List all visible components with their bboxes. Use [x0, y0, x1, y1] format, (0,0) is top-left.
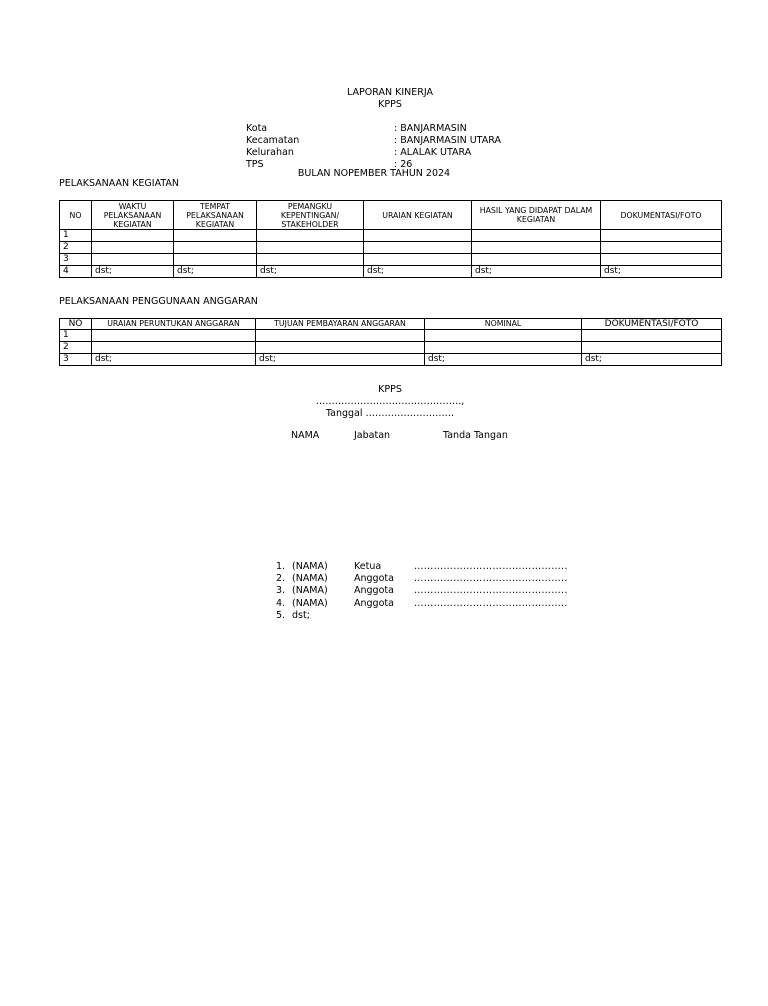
- table-cell[interactable]: [472, 242, 601, 254]
- table-row: [60, 342, 722, 354]
- member-name: (NAMA): [292, 585, 328, 597]
- table-cell[interactable]: [92, 342, 256, 354]
- member-number: 2.: [276, 573, 286, 585]
- info-value: : BANJARMASIN: [394, 123, 467, 134]
- member-role: Anggota: [354, 597, 394, 609]
- info-value: : BANJARMASIN UTARA: [394, 135, 501, 146]
- table-row: [60, 242, 722, 254]
- col-header-uraian-peruntukan: URAIAN PERUNTUKAN ANGGARAN: [92, 319, 256, 330]
- member-name: (NAMA): [292, 561, 328, 572]
- table-cell[interactable]: [582, 342, 722, 354]
- signature-col-sign: Tanda Tangan: [443, 430, 508, 441]
- info-value: : ALALAK UTARA: [394, 147, 472, 158]
- table-cell[interactable]: [256, 330, 425, 342]
- table-cell[interactable]: dst;: [92, 354, 256, 366]
- table-cell[interactable]: [174, 242, 257, 254]
- table-cell[interactable]: [601, 230, 722, 242]
- member-name: dst;: [292, 609, 310, 621]
- table-cell[interactable]: dst;: [257, 266, 364, 278]
- cell-no[interactable]: 2: [60, 342, 92, 354]
- info-key: Kelurahan: [246, 147, 294, 158]
- member-role: Ketua: [354, 561, 382, 572]
- col-header-no: NO: [60, 201, 92, 230]
- cell-no[interactable]: 2: [60, 242, 92, 254]
- member-number: 1.: [276, 561, 286, 572]
- section-heading-anggaran: PELAKSANAAN PENGGUNAAN ANGGARAN: [59, 296, 258, 307]
- col-header-dokumentasi: DOKUMENTASI/FOTO: [582, 319, 722, 330]
- col-header-tempat: TEMPAT PELAKSANAAN KEGIATAN: [174, 201, 257, 230]
- member-signature-line: ………………………………………..: [414, 597, 568, 609]
- member-role: Anggota: [354, 573, 394, 585]
- table-cell[interactable]: [92, 330, 256, 342]
- table-row: [60, 254, 722, 266]
- cell-no[interactable]: 1: [60, 330, 92, 342]
- member-name: (NAMA): [292, 597, 328, 609]
- table-cell[interactable]: [601, 254, 722, 266]
- member-number: 4.: [276, 597, 286, 609]
- col-header-nominal: NOMINAL: [425, 319, 582, 330]
- table-cell[interactable]: dst;: [472, 266, 601, 278]
- table-cell[interactable]: [472, 254, 601, 266]
- member-signature-line: ………………………………………..: [414, 585, 568, 597]
- table-cell[interactable]: [582, 330, 722, 342]
- table-cell[interactable]: [425, 342, 582, 354]
- signature-date: Tanggal ……………………….: [325, 408, 455, 419]
- table-cell[interactable]: [364, 242, 472, 254]
- table-cell[interactable]: [256, 342, 425, 354]
- signature-place: ……………………………………….,: [315, 396, 465, 407]
- table-row: [60, 266, 722, 278]
- table-cell[interactable]: [92, 242, 174, 254]
- kegiatan-table: [59, 200, 722, 278]
- member-signature-line: ………………………………………..: [414, 573, 568, 585]
- table-row: [60, 354, 722, 366]
- table-cell[interactable]: [425, 330, 582, 342]
- col-header-dokumentasi: DOKUMENTASI/FOTO: [601, 201, 722, 230]
- table-header-row: [60, 319, 722, 330]
- col-header-pemangku: PEMANGKU KEPENTINGAN/ STAKEHOLDER: [257, 201, 364, 230]
- table-cell[interactable]: dst;: [256, 354, 425, 366]
- report-period: BULAN NOPEMBER TAHUN 2024: [297, 168, 451, 179]
- report-subtitle: KPPS: [378, 99, 402, 110]
- table-cell[interactable]: dst;: [92, 266, 174, 278]
- table-header-row: [60, 201, 722, 230]
- table-cell[interactable]: [92, 254, 174, 266]
- table-row: [60, 330, 722, 342]
- report-title: LAPORAN KINERJA: [347, 87, 433, 98]
- table-cell[interactable]: [601, 242, 722, 254]
- table-cell[interactable]: [174, 254, 257, 266]
- table-cell[interactable]: dst;: [582, 354, 722, 366]
- table-cell[interactable]: [257, 230, 364, 242]
- table-cell[interactable]: [257, 254, 364, 266]
- cell-no[interactable]: 3: [60, 354, 92, 366]
- signature-col-position: Jabatan: [354, 430, 391, 441]
- col-header-uraian: URAIAN KEGIATAN: [364, 201, 472, 230]
- member-number: 5.: [276, 609, 286, 621]
- col-header-tujuan: TUJUAN PEMBAYARAN ANGGARAN: [256, 319, 425, 330]
- member-number: 3.: [276, 585, 286, 597]
- table-cell[interactable]: [364, 254, 472, 266]
- table-cell[interactable]: dst;: [425, 354, 582, 366]
- col-header-no: NO: [60, 319, 92, 330]
- section-heading-kegiatan: PELAKSANAAN KEGIATAN: [59, 178, 179, 189]
- cell-no[interactable]: 3: [60, 254, 92, 266]
- info-value: : 26: [394, 159, 413, 170]
- signature-org: KPPS: [378, 384, 402, 395]
- col-header-hasil: HASIL YANG DIDAPAT DALAM KEGIATAN: [472, 201, 601, 230]
- table-cell[interactable]: dst;: [601, 266, 722, 278]
- info-key: TPS: [246, 159, 264, 170]
- info-key: Kota: [246, 123, 268, 134]
- member-role: Anggota: [354, 585, 394, 597]
- col-header-waktu: WAKTU PELAKSANAAN KEGIATAN: [92, 201, 174, 230]
- member-name: (NAMA): [292, 573, 328, 585]
- table-cell[interactable]: [257, 242, 364, 254]
- table-row: [60, 230, 722, 242]
- cell-no[interactable]: 4: [60, 266, 92, 278]
- table-cell[interactable]: [92, 230, 174, 242]
- anggaran-table: [59, 318, 722, 366]
- table-cell[interactable]: [364, 230, 472, 242]
- table-cell[interactable]: [472, 230, 601, 242]
- table-cell[interactable]: dst;: [364, 266, 472, 278]
- table-cell[interactable]: dst;: [174, 266, 257, 278]
- info-key: Kecamatan: [246, 135, 300, 146]
- signature-col-name: NAMA: [291, 430, 320, 441]
- cell-no[interactable]: 1: [60, 230, 92, 242]
- member-signature-line: ………………………………………..: [414, 561, 568, 572]
- table-cell[interactable]: [174, 230, 257, 242]
